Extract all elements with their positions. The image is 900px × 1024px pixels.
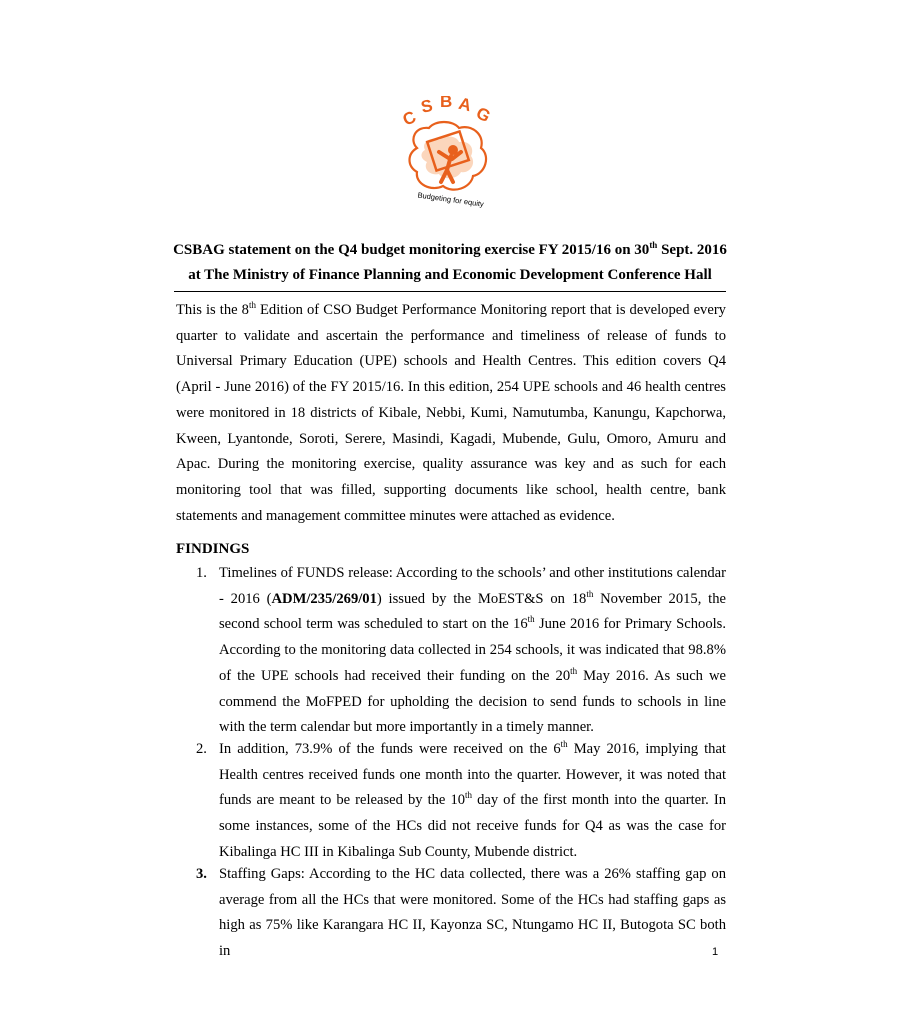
finding-2-text: In addition, 73.9% of the funds were received on the 6 xyxy=(219,741,561,757)
logo-tagline: Budgeting for equity xyxy=(417,190,485,209)
finding-1-text-2: ) issued by the MoEST&S on 18 xyxy=(376,590,587,607)
finding-3-number: 3. xyxy=(196,866,207,882)
intro-text: Edition of CSO Budget Performance Monitoring report that is developed every quarter to validate and ascertain the performance and timeliness of release of funds to Universal Primary Education (UPE) schools and Health Centres. This edition covers Q4 (April - June 2016) of the FY 2015/16. In this edition, 254 UPE schools and 46 health centres were monitored in 18 districts of Kibale, Nebbi, Kumi, Namutumba, Kanungu, Kapchorwa, Kween, Lyantonde, Soroti, Serere, Masindi, Kagadi, Mubende, Gulu, Omoro, Amuru and Apac. During the monitoring exercise, quality assurance was key and as such for each monitoring tool that was filled, supporting documents like school, health centre, bank statements and management committee minutes were attached as evidence. xyxy=(176,302,726,524)
document-title-line-1 xyxy=(150,238,750,263)
finding-3-text: Staffing Gaps: According to the HC data collected, there was a 26% staffing gap on average from all the HCs that were monitored. Some of the HCs had staffing gaps as high as 75% like Karangara HC II, Kayonza SC, Ntungamo HC II, Butogota SC both in xyxy=(219,866,726,960)
logo-letter-s: S xyxy=(419,96,435,117)
finding-2-sup-2: th xyxy=(465,790,473,801)
finding-2 xyxy=(219,737,726,866)
logo-letter-a: A xyxy=(456,96,474,116)
finding-2-text-2: May 2016, implying that Health centres received funds one month into the quarter. However, it was noted that funds are meant to be released by the 10 xyxy=(219,741,726,809)
logo-letter-b: B xyxy=(440,96,453,111)
finding-2-number: 2. xyxy=(196,741,207,757)
finding-3 xyxy=(219,862,726,965)
finding-1 xyxy=(219,561,726,741)
page-number: 1 xyxy=(712,946,719,958)
intro-paragraph xyxy=(176,298,726,529)
document-title-line-2: at The Ministry of Finance Planning and Economic Development Conference Hall xyxy=(188,267,712,283)
csbag-logo xyxy=(395,96,505,216)
title-text-end: Sept. 2016 xyxy=(657,242,727,258)
title-text: CSBAG statement on the Q4 budget monitoring exercise FY 2015/16 on 30 xyxy=(173,242,650,258)
finding-1-text-4: June 2016 for Primary Schools. According to the monitoring data collected in 254 schools, it was indicated that 98.8% of the UPE schools had received their funding on the 20 xyxy=(219,616,727,684)
finding-1-reference: ADM/235/269/01 xyxy=(271,590,377,607)
finding-1-text-3: November 2015, the second school term was scheduled to start on the 16 xyxy=(219,590,726,633)
title-superscript: th xyxy=(649,240,658,250)
intro-text-start: This is the 8 xyxy=(176,302,249,318)
logo-letter-c: C xyxy=(399,107,419,130)
finding-1-sup-2: th xyxy=(527,614,535,625)
finding-1-sup-1: th xyxy=(586,588,594,599)
logo-letter-g: G xyxy=(473,103,494,127)
finding-2-text-3: day of the first month into the quarter. In some instances, some of the HCs did not receive funds for Q4 as was the case for Kibalinga HC III in Kibalinga Sub County, Mubende district. xyxy=(219,792,726,860)
finding-1-number: 1. xyxy=(196,565,207,581)
finding-2-sup-1: th xyxy=(560,739,568,750)
finding-1-text: Timelines of FUNDS release: According to the schools’ and other institutions calendar - 2016 ( xyxy=(219,565,726,607)
csbag-logo-graphic xyxy=(395,96,505,216)
title-divider xyxy=(174,291,726,292)
findings-heading: FINDINGS xyxy=(176,541,250,557)
intro-superscript: th xyxy=(248,300,256,311)
finding-1-sup-3: th xyxy=(570,665,578,676)
finding-1-text-5: May 2016. As such we commend the MoFPED for upholding the decision to send funds to schools in line with the term calendar but more importantly in a timely manner. xyxy=(219,667,726,736)
